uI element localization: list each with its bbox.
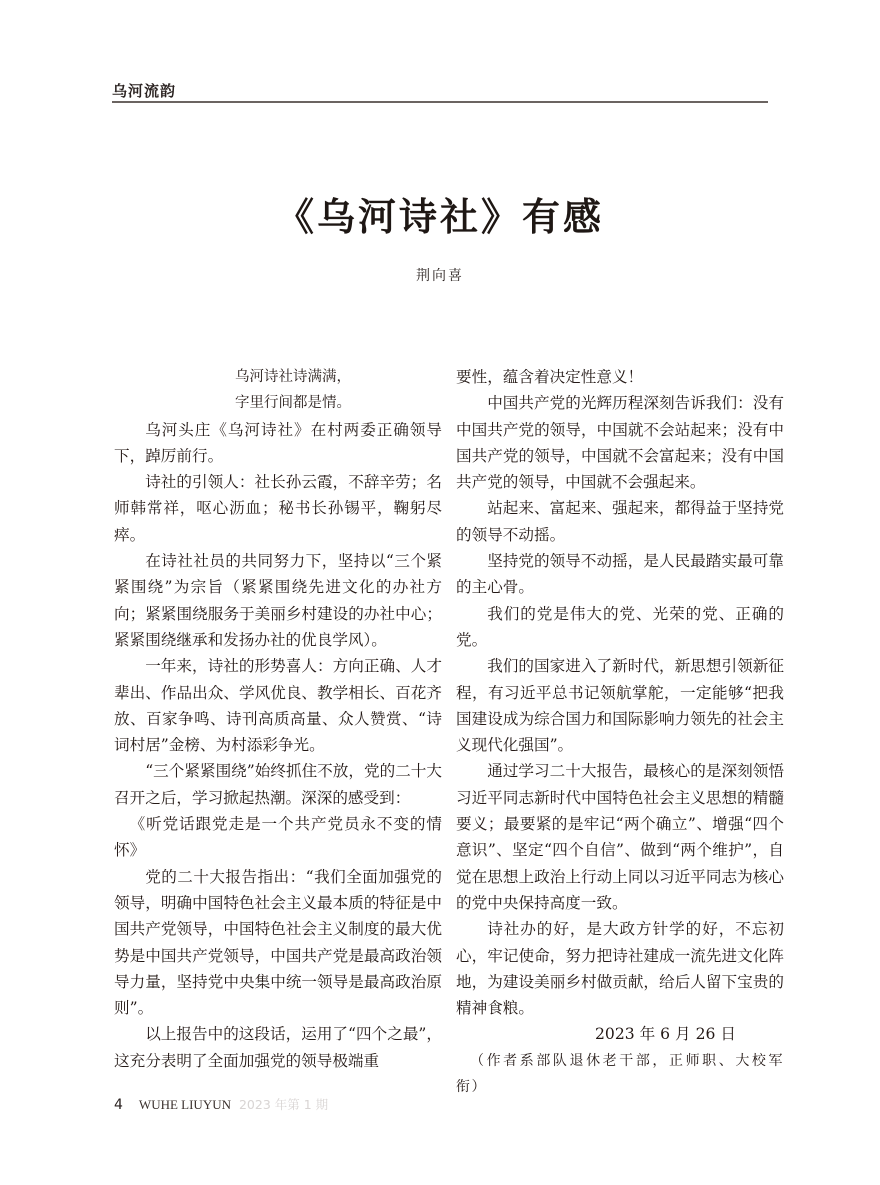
poem-line: 字里行间都是情。 bbox=[235, 395, 351, 412]
paragraph: 要性，蕴含着决定性意义！ bbox=[456, 368, 644, 386]
paragraph: 我们的国家进入了新时代，新思想引领新征程，有习近平总书记领航掌舵，一定能够“把我国建设成为综合国力和国际影响力领先的社会主义现代化强国”。 bbox=[456, 657, 784, 755]
poem-line: 乌河诗社诗满满， bbox=[235, 369, 351, 385]
page-number: 4 bbox=[114, 1097, 123, 1113]
paragraph: 诗社的引领人：社长孙云霞，不辞辛劳；名师韩常祥，呕心沥血；秘书长孙锡平，鞠躬尽瘁。 bbox=[114, 473, 442, 544]
paragraph: 诗社办的好，是大政方针学的好，不忘初心，牢记使命，努力把诗社建成一流先进文化阵地，为建设美丽乡村做贡献，给后人留下宝贵的精神食粮。 bbox=[456, 920, 784, 1018]
header-rule bbox=[112, 101, 768, 103]
paragraph: 党的二十大报告指出：“我们全面加强党的领导，明确中国特色社会主义最本质的特征是中国共产党领导，中国特色社会主义制度的最大优势是中国共产党领导，中国共产党是最高政治领导力量，坚持党中央集中统一领导是最高政治原则”。 bbox=[114, 867, 442, 1018]
article-date: 2023 年 6 月 26 日 bbox=[594, 1025, 736, 1044]
page-footer bbox=[114, 1095, 328, 1113]
article-title: 《乌河诗社》有感 bbox=[275, 194, 604, 239]
paragraph: 站起来、富起来、强起来，都得益于坚持党的领导不动摇。 bbox=[456, 499, 784, 544]
article-author: 荆向喜 bbox=[416, 268, 464, 284]
paragraph: “三个紧紧围绕”始终抓住不放，党的二十大召开之后，学习掀起热潮。深深的感受到： bbox=[114, 762, 442, 807]
issue-label: 2023 年第 1 期 bbox=[238, 1097, 329, 1112]
quoted-heading: 《听党话跟党走是一个共产党员永不变的情怀》 bbox=[114, 815, 442, 860]
paragraph: 我们的党是伟大的党、光荣的党、正确的党。 bbox=[456, 604, 784, 649]
paragraph: 通过学习二十大报告，最核心的是深刻领悟习近平同志新时代中国特色社会主义思想的精髓要义；最要紧的是牢记“两个确立”、增强“四个意识”、坚定“四个自信”、做到“两个维护”，自觉在思想上政治上行动上同以习近平同志为核心的党中央保持高度一致。 bbox=[456, 762, 784, 912]
author-note: （作者系部队退休老干部，正师职、大校军衔） bbox=[456, 1052, 784, 1096]
paragraph: 坚持党的领导不动摇，是人民最踏实最可靠的主心骨。 bbox=[456, 552, 784, 597]
running-title: 乌河流韵 bbox=[112, 82, 177, 100]
paragraph: 以上报告中的这段话，运用了“四个之最”，这充分表明了全面加强党的领导极端重 bbox=[114, 1025, 442, 1070]
magazine-name: WUHE LIUYUN bbox=[138, 1097, 231, 1112]
left-column bbox=[114, 364, 442, 1074]
right-column bbox=[456, 364, 784, 1100]
paragraph: 中国共产党的光辉历程深刻告诉我们：没有中国共产党的领导，中国就不会站起来；没有中国共产党的领导，中国就不会富起来；没有中国共产党的领导，中国就不会强起来。 bbox=[456, 394, 784, 492]
paragraph: 一年来，诗社的形势喜人：方向正确、人才辈出、作品出众、学风优良、教学相长、百花齐放、百家争鸣、诗刊高质高量、众人赞赏、“诗词村居”金榜、为村添彩争光。 bbox=[114, 657, 442, 755]
paragraph: 乌河头庄《乌河诗社》在村两委正确领导下，踔厉前行。 bbox=[114, 420, 442, 465]
paragraph: 在诗社社员的共同努力下，坚持以“三个紧紧围绕”为宗旨（紧紧围绕先进文化的办社方向；紧紧围绕服务于美丽乡村建设的办社中心；紧紧围绕继承和发扬办社的优良学风）。 bbox=[114, 552, 442, 649]
